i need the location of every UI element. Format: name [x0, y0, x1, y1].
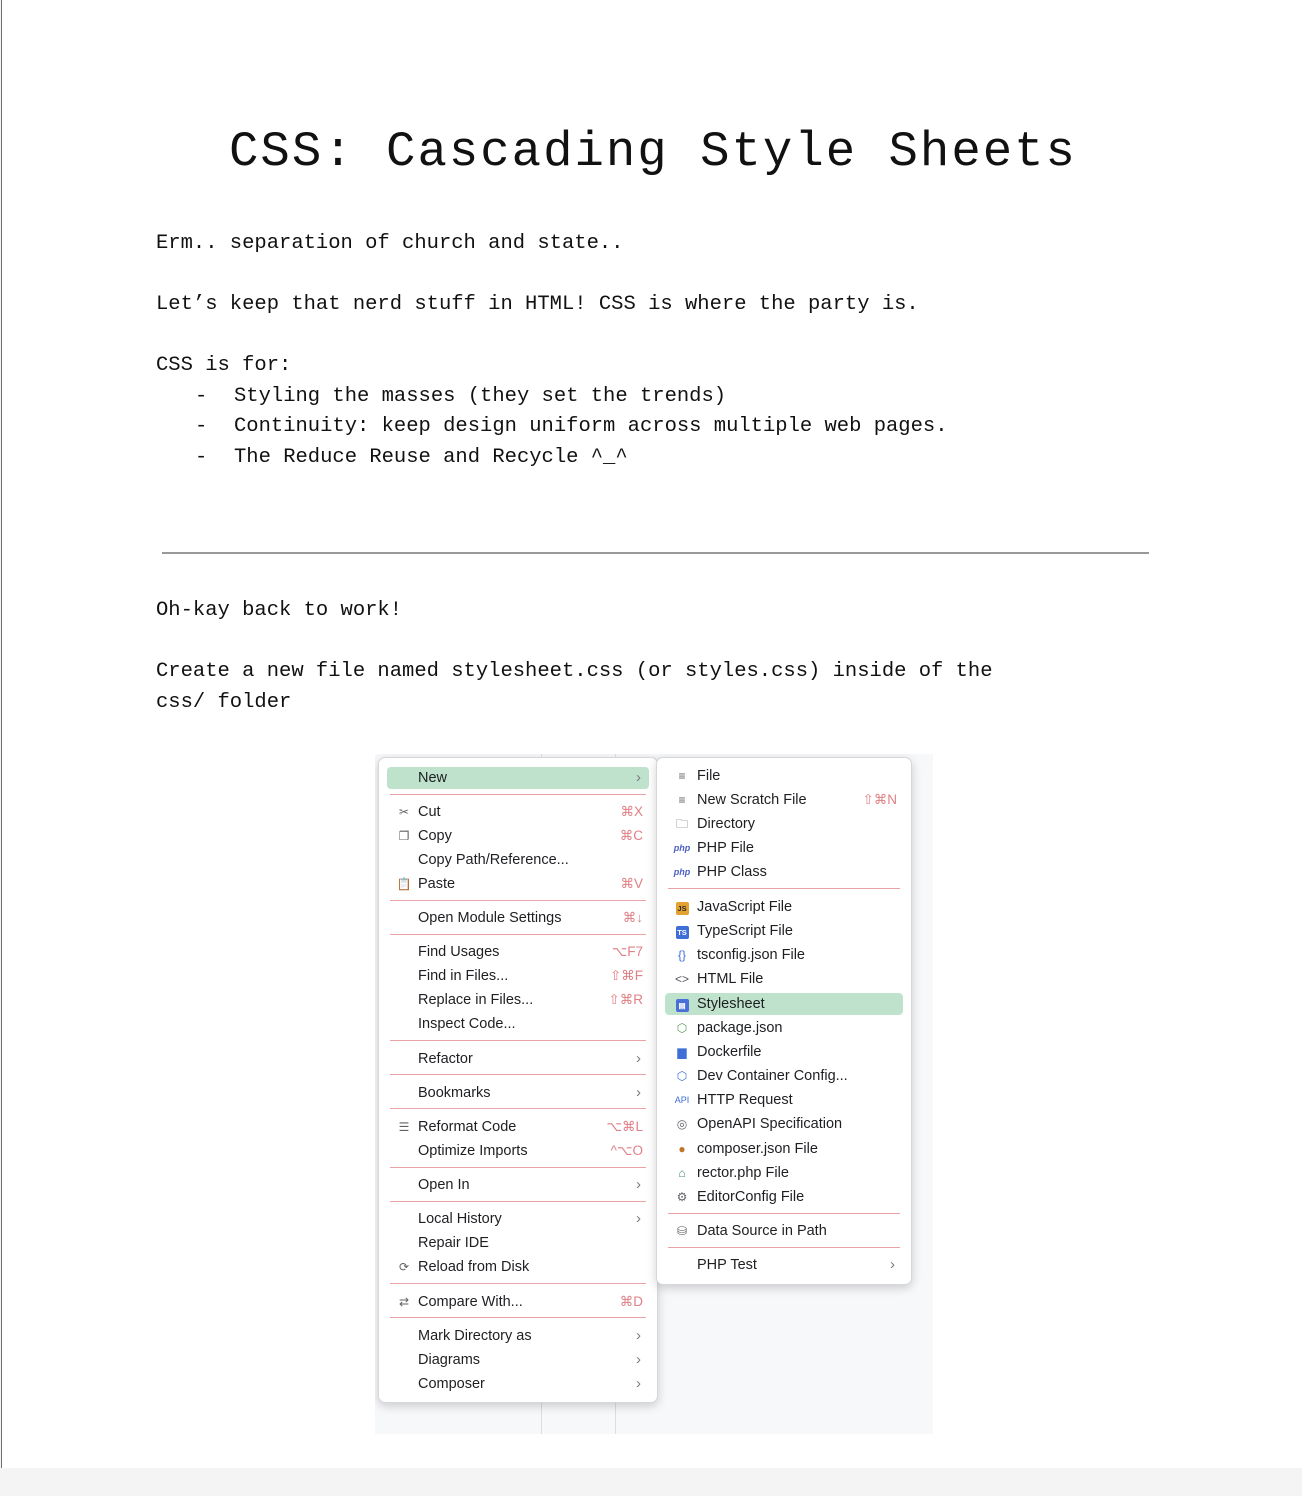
menu-separator: [668, 888, 900, 889]
submenu-item-javascript-file[interactable]: JS JavaScript File: [665, 896, 903, 918]
submenu-item-dockerfile[interactable]: ▆ Dockerfile: [665, 1041, 903, 1063]
openapi-icon: ◎: [676, 1117, 688, 1131]
menu-separator: [390, 1167, 646, 1168]
copy-icon: ❐: [398, 829, 410, 843]
menu-separator: [668, 1213, 900, 1214]
chevron-right-icon: ›: [636, 1351, 641, 1368]
bullet-marker: -: [195, 385, 208, 408]
reformat-icon: ☰: [398, 1120, 410, 1134]
ide-context-menu-screenshot: [375, 754, 933, 1434]
chevron-right-icon: ›: [636, 1176, 641, 1193]
menu-separator: [390, 1201, 646, 1202]
typescript-icon: TS: [677, 928, 687, 937]
cube-icon: ⬡: [676, 1069, 688, 1083]
reload-icon: ⟳: [398, 1260, 410, 1274]
menu-item-copy[interactable]: ❐ Copy ⌘C: [387, 825, 649, 847]
list-item-text: Styling the masses (they set the trends): [234, 385, 727, 408]
menu-item-reformat-code[interactable]: ☰ Reformat Code ⌥⌘L: [387, 1116, 649, 1138]
intro-paragraph: Erm.. separation of church and state..: [156, 232, 624, 255]
submenu-item-stylesheet[interactable]: ▤ Stylesheet: [665, 993, 903, 1015]
menu-item-paste[interactable]: 📋 Paste ⌘V: [387, 873, 649, 895]
menu-separator: [390, 934, 646, 935]
php-icon: php: [673, 843, 691, 853]
menu-item-copy-path[interactable]: Copy Path/Reference...: [418, 852, 569, 868]
menu-item-find-in-files[interactable]: Find in Files... ⇧⌘F: [418, 968, 643, 984]
menu-separator: [668, 1247, 900, 1248]
menu-separator: [390, 1317, 646, 1318]
menu-separator: [390, 1074, 646, 1075]
list-item: [195, 382, 726, 413]
chevron-right-icon: ›: [636, 1210, 641, 1227]
instruction-line-1: Create a new file named stylesheet.css (or styles.css) inside of the: [156, 660, 993, 683]
gear-icon: ⚙: [676, 1190, 688, 1204]
submenu-item-tsconfig-json-file[interactable]: {} tsconfig.json File: [665, 944, 903, 966]
docker-icon: ▆: [677, 1045, 687, 1059]
chevron-right-icon: ›: [636, 1050, 641, 1067]
menu-item-diagrams[interactable]: Diagrams ›: [387, 1349, 649, 1371]
list-heading: CSS is for:: [156, 354, 292, 377]
page-title: CSS: Cascading Style Sheets: [229, 124, 1077, 180]
submenu-item-php-file[interactable]: php PHP File: [665, 837, 903, 859]
menu-item-compare-with[interactable]: ⇄ Compare With... ⌘D: [387, 1291, 649, 1313]
back-to-work-paragraph: Oh-kay back to work!: [156, 599, 403, 622]
menu-separator: [390, 794, 646, 795]
menu-item-repair-ide[interactable]: Repair IDE: [418, 1235, 489, 1251]
menu-item-optimize-imports[interactable]: Optimize Imports ^⌥O: [418, 1143, 643, 1159]
nodejs-icon: ⬡: [676, 1021, 688, 1035]
list-item: [195, 443, 628, 474]
folder-icon: 🗀: [675, 817, 688, 831]
submenu-item-openapi-specification[interactable]: ◎ OpenAPI Specification: [665, 1113, 903, 1135]
instruction-line-2: css/ folder: [156, 691, 292, 714]
submenu-item-editorconfig-file[interactable]: ⚙ EditorConfig File: [665, 1186, 903, 1208]
menu-item-mark-directory-as[interactable]: Mark Directory as ›: [387, 1325, 649, 1347]
list-item-text: Continuity: keep design uniform across multiple web pages.: [234, 415, 948, 438]
chevron-right-icon: ›: [636, 769, 641, 786]
submenu-item-html-file[interactable]: <> HTML File: [665, 968, 903, 990]
submenu-item-directory[interactable]: 🗀 Directory: [665, 813, 903, 835]
database-icon: ⛁: [676, 1224, 688, 1238]
text-file-icon: ≡: [678, 769, 686, 783]
submenu-item-php-class[interactable]: php PHP Class: [665, 861, 903, 883]
list-item: [195, 412, 948, 443]
menu-separator: [390, 1108, 646, 1109]
context-menu: [378, 757, 658, 1403]
scratch-file-icon: ≡: [678, 793, 686, 807]
braces-icon: {}: [677, 948, 686, 962]
bullet-marker: -: [195, 415, 208, 438]
submenu-item-package-json[interactable]: ⬡ package.json: [665, 1017, 903, 1039]
menu-item-bookmarks[interactable]: Bookmarks ›: [387, 1082, 649, 1104]
submenu-item-typescript-file[interactable]: TS TypeScript File: [665, 920, 903, 942]
submenu-item-http-request[interactable]: API HTTP Request: [665, 1089, 903, 1111]
submenu-item-rector-php-file[interactable]: ⌂ rector.php File: [665, 1162, 903, 1184]
html-icon: <>: [674, 972, 689, 986]
chevron-right-icon: ›: [890, 1256, 895, 1273]
menu-separator: [390, 1040, 646, 1041]
menu-item-replace-in-files[interactable]: Replace in Files... ⇧⌘R: [418, 992, 643, 1008]
menu-item-open-in[interactable]: Open In ›: [387, 1174, 649, 1196]
submenu-item-composer-json-file[interactable]: ● composer.json File: [665, 1138, 903, 1160]
submenu-item-data-source-in-path[interactable]: ⛁ Data Source in Path: [665, 1220, 903, 1242]
menu-item-open-module-settings[interactable]: Open Module Settings ⌘↓: [418, 910, 643, 926]
api-icon: API: [674, 1095, 690, 1105]
scissors-icon: ✂: [398, 805, 410, 819]
javascript-icon: JS: [677, 904, 687, 913]
paste-icon: 📋: [396, 877, 412, 891]
menu-item-local-history[interactable]: Local History ›: [387, 1208, 649, 1230]
menu-separator: [390, 1283, 646, 1284]
list-item-text: The Reduce Reuse and Recycle ^_^: [234, 446, 628, 469]
menu-item-find-usages[interactable]: Find Usages ⌥F7: [418, 944, 643, 960]
menu-item-refactor[interactable]: Refactor ›: [387, 1048, 649, 1070]
menu-item-cut[interactable]: ✂ Cut ⌘X: [387, 801, 649, 823]
submenu-item-new-scratch-file[interactable]: ≡ New Scratch File ⇧⌘N: [665, 789, 903, 811]
composer-icon: ●: [678, 1142, 686, 1156]
php-icon: php: [673, 867, 691, 877]
horizontal-rule: [162, 552, 1149, 554]
chevron-right-icon: ›: [636, 1084, 641, 1101]
menu-item-reload-from-disk[interactable]: ⟳ Reload from Disk: [387, 1256, 649, 1278]
compare-icon: ⇄: [398, 1295, 410, 1309]
party-paragraph: Let’s keep that nerd stuff in HTML! CSS is where the party is.: [156, 293, 919, 316]
submenu-item-php-test[interactable]: PHP Test ›: [665, 1254, 903, 1276]
chevron-right-icon: ›: [636, 1375, 641, 1392]
chevron-right-icon: ›: [636, 1327, 641, 1344]
menu-separator: [390, 900, 646, 901]
css-icon: ▤: [673, 993, 691, 1015]
submenu-item-file[interactable]: ≡ File: [665, 765, 903, 787]
menu-item-composer[interactable]: Composer ›: [387, 1373, 649, 1395]
submenu-item-dev-container-config[interactable]: ⬡ Dev Container Config...: [665, 1065, 903, 1087]
menu-item-new[interactable]: New ›: [387, 767, 649, 789]
new-submenu: [656, 757, 912, 1285]
bullet-marker: -: [195, 446, 208, 469]
rector-icon: ⌂: [678, 1166, 686, 1180]
menu-item-inspect-code[interactable]: Inspect Code...: [418, 1016, 516, 1032]
